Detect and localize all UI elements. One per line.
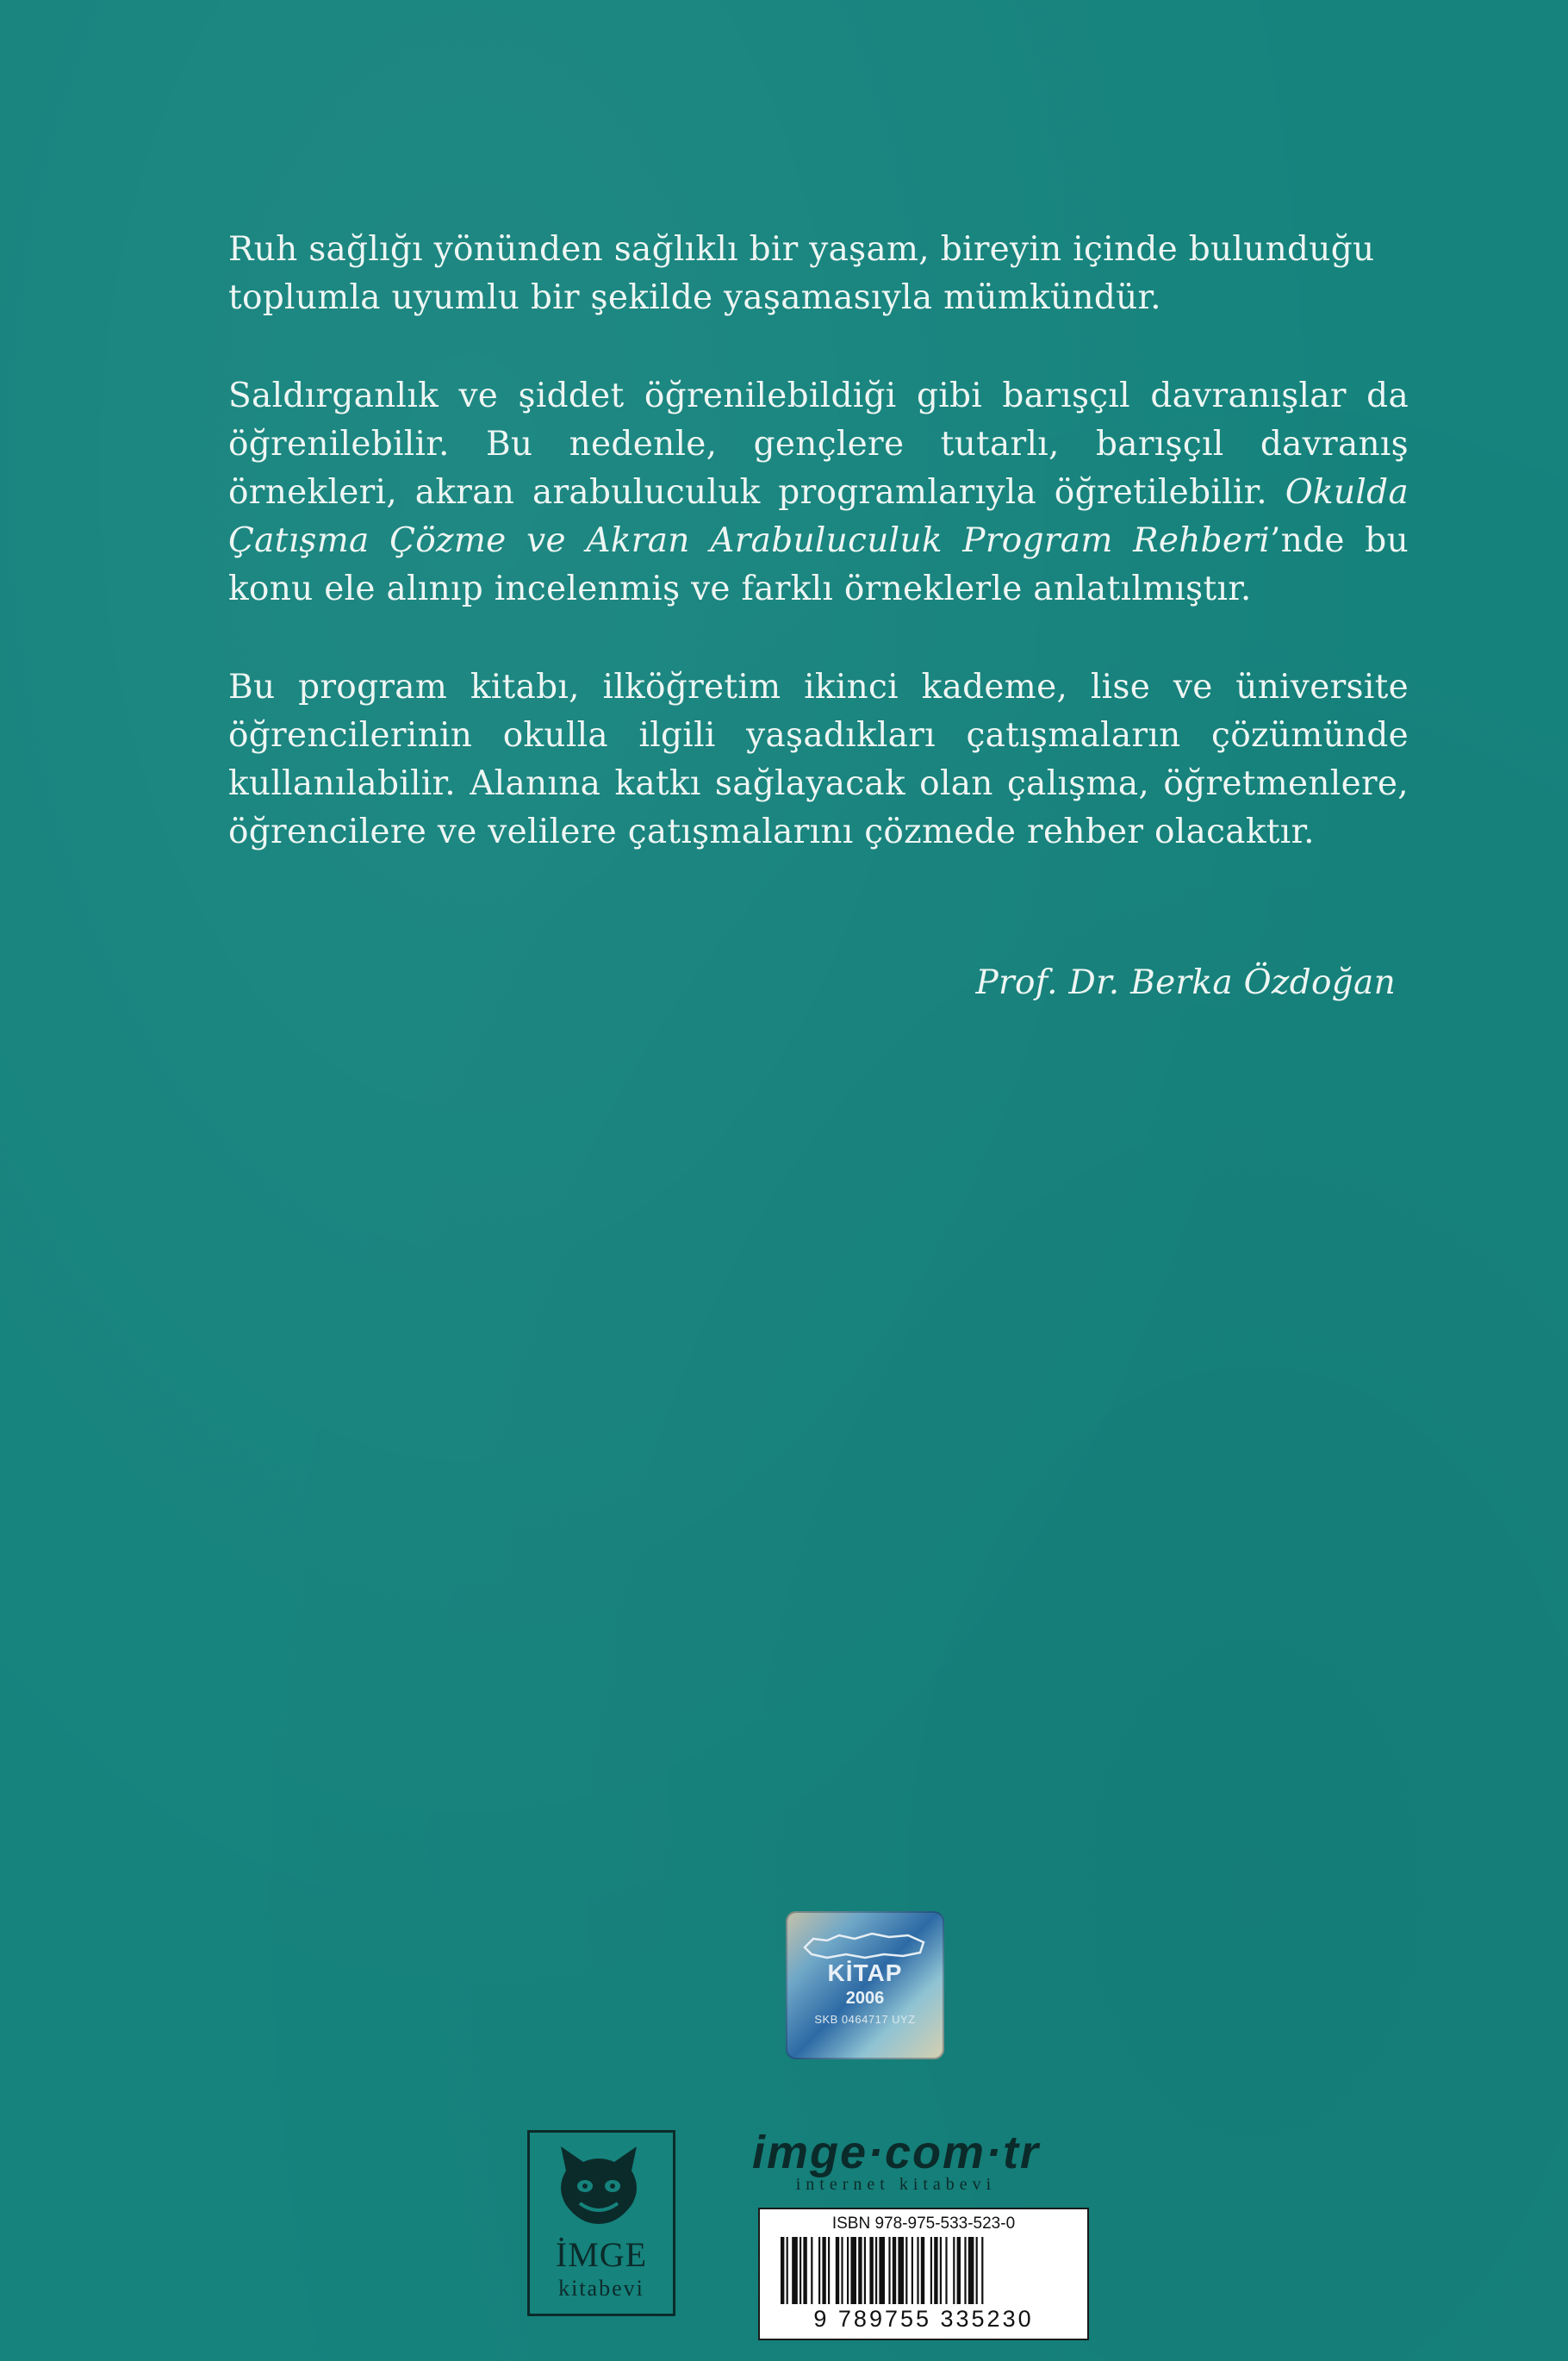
- hologram-sticker: [786, 1911, 944, 2059]
- book-title-italic: Okulda Çatışma Çözme ve Akran Arabuluculuk Program Rehberi: [228, 473, 1409, 560]
- blurb-paragraph-3: Bu program kitabı, ilköğretim ikinci kademe, lise ve üniversite öğrencilerinin okulla ilgili yaşadıkları çatışmaların çözümünde kullanılabilir. Alanına katkı sağlayacak olan çalışma, öğretmenlere, öğrencilere ve velilere çatışmalarını çözmede rehber olacaktır.: [228, 668, 1409, 851]
- paragraph-2-text-end: ’nde bu konu ele alınıp incelenmiş ve farklı örneklerle anlatılmıştır.: [228, 521, 1409, 608]
- website-url: imge·com·tr: [751, 2127, 1041, 2178]
- website-subtitle: internet kitabevi: [795, 2175, 997, 2194]
- paragraph-2-text: Saldırganlık ve şiddet öğrenilebildiği gibi barışçıl davranışlar da öğrenilebilir. Bu nedenle, gençlere tutarlı, barışçıl davranış örnekleri, akran arabuluculuk programlarıyla öğretilebilir.: [228, 377, 1409, 512]
- hologram-year: 2006: [845, 1989, 885, 2008]
- publisher-logo: [527, 2130, 675, 2316]
- barcode-bars: [781, 2237, 1067, 2304]
- author-signature: Prof. Dr. Berka Özdoğan: [975, 963, 1396, 1002]
- website-logo: [708, 2127, 1084, 2195]
- hologram-serial: SKB 0464717 UYZ: [814, 2013, 916, 2026]
- blurb-paragraph-2: [228, 372, 1409, 614]
- blurb-text: [228, 226, 1409, 906]
- isbn-number: ISBN 978-975-533-523-0: [831, 2215, 1016, 2233]
- publisher-subtitle: kitabevi: [558, 2276, 644, 2301]
- hologram-title: KİTAP: [827, 1959, 903, 1986]
- turkey-map-icon: [801, 1928, 929, 1963]
- cat-icon: [545, 2141, 652, 2231]
- barcode-digits: 9 789755 335230: [813, 2306, 1034, 2332]
- publisher-name: İMGE: [555, 2235, 648, 2274]
- isbn-barcode: [758, 2208, 1089, 2340]
- blurb-paragraph-1: Ruh sağlığı yönünden sağlıklı bir yaşam, bireyin içinde bulunduğu toplumla uyumlu bir şekilde yaşamasıyla mümkündür.: [228, 230, 1375, 317]
